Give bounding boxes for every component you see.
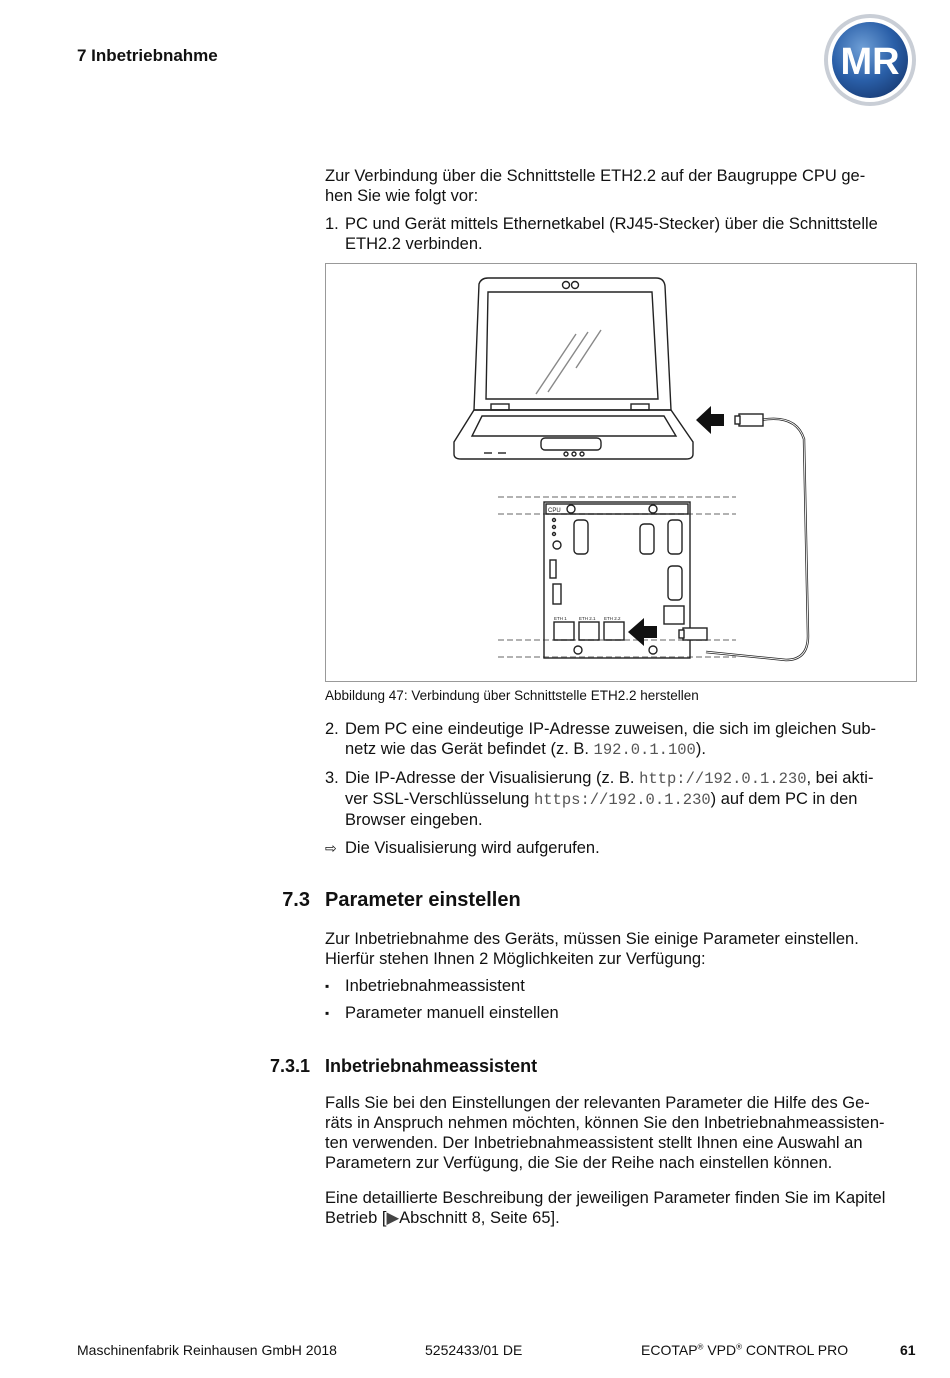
step-text-line: ETH2.2 verbinden.: [345, 235, 483, 253]
intro-paragraph: Zur Verbindung über die Schnittstelle ETH2.2 auf der Baugruppe CPU ge- hen Sie wie folgt vor:: [325, 167, 866, 205]
step-text-line: netz wie das Gerät befindet (z. B. 192.0.1.100).: [345, 740, 706, 759]
mr-logo: [822, 12, 918, 108]
step-2: [325, 719, 915, 761]
arrow-left-icon: [696, 406, 724, 434]
play-arrow-icon: ▶: [386, 1209, 400, 1227]
step-text-line: ver SSL-Verschlüsselung https://192.0.1.230) auf dem PC in den: [345, 790, 858, 809]
bullet-item: ▪ Inbetriebnahmeassistent: [325, 977, 525, 995]
page-number: 61: [900, 1342, 916, 1358]
section-paragraph: Zur Inbetriebnahme des Geräts, müssen Sie einige Parameter einstellen. Hierfür stehen Ihnen 2 Möglichkeiten zur Verfügung:: [325, 930, 859, 968]
module-label: CPU: [548, 508, 561, 514]
step-number: 3.: [325, 769, 339, 787]
subsection-number: 7.3.1: [269, 1056, 310, 1076]
step-text-line: Die IP-Adresse der Visualisierung (z. B. http://192.0.1.230, bei akti-: [345, 769, 874, 788]
footer-product: ECOTAP® VPD® CONTROL PRO: [641, 1342, 849, 1358]
section-number: 7.3: [282, 889, 310, 911]
port-label: ETH 2.2: [604, 616, 621, 621]
arrow-left-icon: [628, 618, 657, 646]
subsection-title: Inbetriebnahmeassistent: [325, 1056, 538, 1076]
connection-illustration: [326, 264, 916, 681]
chapter-title: 7 Inbetriebnahme: [77, 46, 218, 65]
step-number: 1.: [325, 215, 339, 233]
figure-caption: Abbildung 47: Verbindung über Schnittstelle ETH2.2 herstellen: [325, 688, 699, 703]
step-3: [325, 768, 915, 830]
step-text-line: Dem PC eine eindeutige IP-Adresse zuweisen, die sich im gleichen Sub-: [345, 720, 877, 738]
subsection-paragraph-2: Eine detaillierte Beschreibung der jeweiligen Parameter finden Sie im Kapitel Betrieb [▶Abschnitt 8, Seite 65].: [325, 1189, 886, 1227]
step-text-line: PC und Gerät mittels Ethernetkabel (RJ45-Stecker) über die Schnittstelle: [345, 215, 878, 233]
cross-reference-link[interactable]: ▶Abschnitt 8, Seite 65: [386, 1209, 551, 1227]
rj45-connector-bottom: [679, 628, 707, 640]
code-ip: 192.0.1.100: [593, 741, 696, 759]
subsection-paragraph-1: Falls Sie bei den Einstellungen der relevanten Parameter die Hilfe des Ge- räts in Anspruch nehmen möchten, können Sie den Inbetriebnahmeassisten- ten verwenden. Der Inbetriebnahmeassistent stellt Ihnen eine Auswahl an Parametern zur Verfügung, die Sie der Reihe nach einstellen können.: [325, 1094, 885, 1172]
footer-company: Maschinenfabrik Reinhausen GmbH 2018: [77, 1342, 337, 1358]
rj45-connector-top: [735, 414, 763, 426]
code-url: https://192.0.1.230: [533, 791, 711, 809]
laptop-lid: [474, 278, 671, 410]
figure-connection-diagram: [325, 263, 917, 682]
result-text: Die Visualisierung wird aufgerufen.: [345, 839, 600, 857]
section-title: Parameter einstellen: [325, 889, 521, 911]
port-label: ETH 2.1: [579, 616, 596, 621]
bullet-item: ▪ Parameter manuell einstellen: [325, 1004, 559, 1022]
code-url: http://192.0.1.230: [639, 770, 807, 788]
step-text-line: Browser eingeben.: [345, 811, 483, 829]
svg-text:MR: MR: [840, 41, 900, 83]
result-line: [325, 838, 915, 860]
port-label: ETH 1: [554, 616, 567, 621]
result-arrow-icon: ⇨: [325, 840, 337, 856]
step-number: 2.: [325, 720, 339, 738]
ethernet-cable: [706, 419, 808, 660]
footer-docnum: 5252433/01 DE: [425, 1342, 523, 1358]
step-1: [325, 214, 915, 256]
